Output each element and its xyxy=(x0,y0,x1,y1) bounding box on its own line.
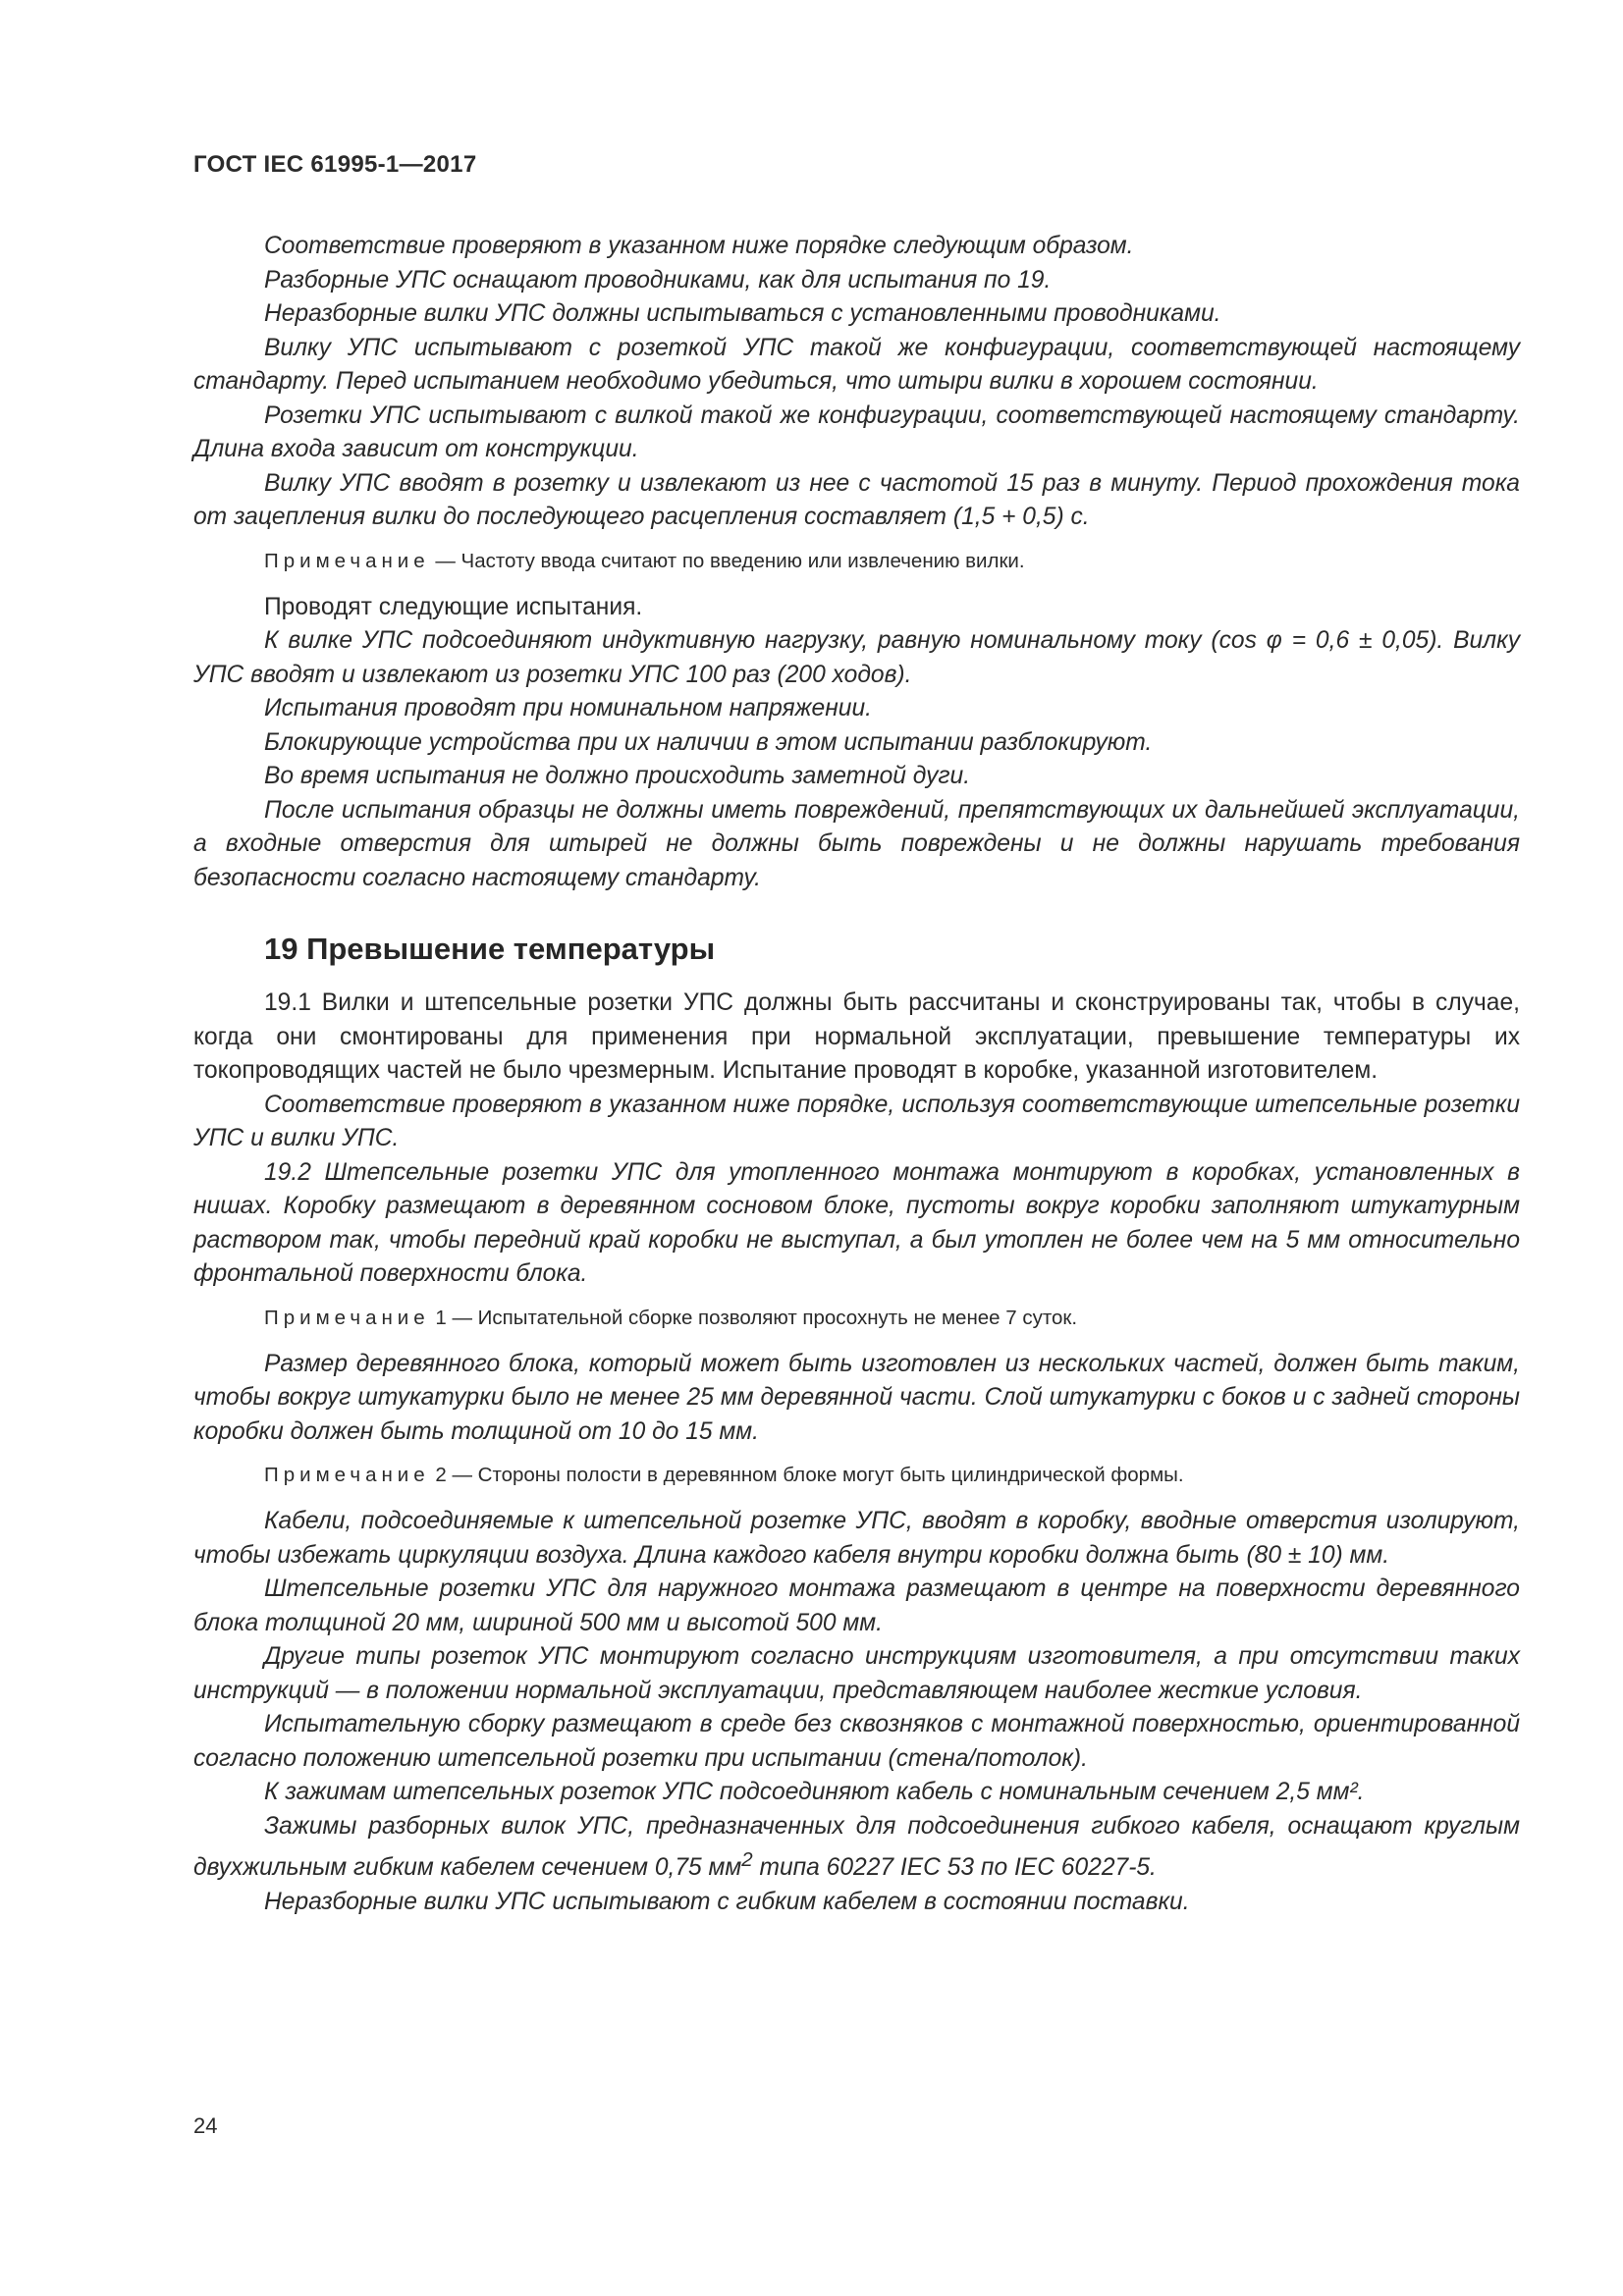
text-run: Зажимы разборных вилок УПС, предназначенных для подсоединения гибкого кабеля, оснащают круглым двухжильным гибким кабелем сечением 0,75 мм xyxy=(193,1812,1520,1882)
paragraph: Неразборные вилки УПС испытывают с гибким кабелем в состоянии поставки. xyxy=(264,1888,1190,1915)
paragraph: Вилку УПС вводят в розетку и извлекают из нее с частотой 15 раз в минуту. Период прохождения тока от зацепления вилки до последующего расцепления составляет (1,5 + 0,5) с. xyxy=(193,469,1520,530)
paragraph: Соответствие проверяют в указанном ниже порядке, используя соответствующие штепсельные розетки УПС и вилки УПС. xyxy=(193,1091,1520,1151)
note-3 xyxy=(193,1462,1520,1489)
paragraph: К вилке УПС подсоединяют индуктивную нагрузку, равную номинальному току (cos φ = 0,6 ± 0,05). Вилку УПС вводят и извлекают из розетки УПС 100 раз (200 ходов). xyxy=(193,627,1520,688)
page-number: 24 xyxy=(193,2113,218,2138)
page-content xyxy=(193,230,1520,1919)
paragraph: Проводят следующие испытания. xyxy=(264,593,643,620)
paragraph: Во время испытания не должно происходить заметной дуги. xyxy=(264,763,971,789)
paragraph: Кабели, подсоединяемые к штепсельной розетке УПС, вводят в коробку, вводные отверстия изолируют, чтобы избежать циркуляции воздуха. Длина каждого кабеля внутри коробки должна быть (80 ± 10) мм. xyxy=(193,1508,1520,1569)
paragraph: Соответствие проверяют в указанном ниже порядке следующим образом. xyxy=(264,233,1134,259)
note-2 xyxy=(193,1305,1520,1332)
paragraph: Штепсельные розетки УПС для наружного монтажа размещают в центре на поверхности деревянного блока толщиной 20 мм, шириной 500 мм и высотой 500 мм. xyxy=(193,1575,1520,1636)
document-header: ГОСТ IEC 61995-1—2017 xyxy=(193,151,477,178)
paragraph: Разборные УПС оснащают проводниками, как для испытания по 19. xyxy=(264,266,1052,294)
section-heading: 19 Превышение температуры xyxy=(264,932,716,966)
paragraph xyxy=(193,1810,1520,1886)
note-text: 2 — Стороны полости в деревянном блоке могут быть цилиндрической формы. xyxy=(429,1464,1184,1486)
paragraph: Другие типы розеток УПС монтируют согласно инструкциям изготовителя, а при отсутствии таких инструкций — в положении нормальной эксплуатации, представляющем наиболее жесткие условия. xyxy=(193,1643,1520,1704)
paragraph: Неразборные вилки УПС должны испытываться с установленными проводниками. xyxy=(264,300,1221,327)
note-label: Примечание xyxy=(264,549,430,572)
note-label: Примечание xyxy=(264,1306,430,1329)
paragraph: Испытательную сборку размещают в среде без сквозняков с монтажной поверхностью, ориентированной согласно положению штепсельной розетки при испытании (стена/потолок). xyxy=(193,1711,1520,1772)
paragraph: Розетки УПС испытывают с вилкой такой же конфигурации, соответствующей настоящему стандарту. Длина входа зависит от конструкции. xyxy=(193,401,1520,462)
paragraph: Блокирующие устройства при их наличии в этом испытании разблокируют. xyxy=(264,728,1153,756)
note-label: Примечание xyxy=(264,1464,430,1486)
text-run: типа 60227 IEC 53 по IEC 60227-5. xyxy=(752,1854,1157,1882)
note-text: 1 — Испытательной сборке позволяют просохнуть не менее 7 суток. xyxy=(429,1306,1078,1329)
paragraph: Испытания проводят при номинальном напряжении. xyxy=(264,695,872,721)
note-1 xyxy=(193,548,1520,575)
paragraph: К зажимам штепсельных розеток УПС подсоединяют кабель с номинальным сечением 2,5 мм². xyxy=(264,1779,1365,1805)
paragraph: Вилку УПС испытывают с розеткой УПС такой же конфигурации, соответствующей настоящему стандарту. Перед испытанием необходимо убедиться, что штыри вилки в хорошем состоянии. xyxy=(193,334,1520,395)
note-text: — Частоту ввода считают по введению или извлечению вилки. xyxy=(429,549,1025,572)
paragraph: После испытания образцы не должны иметь повреждений, препятствующих их дальнейшей эксплуатации, а входные отверстия для штырей не должны быть повреждены и не должны нарушать требования безопасности согласно настоящему стандарту. xyxy=(193,796,1520,891)
superscript: 2 xyxy=(741,1848,753,1871)
paragraph: Размер деревянного блока, который может быть изготовлен из нескольких частей, должен быть таким, чтобы вокруг штукатурки было не менее 25 мм деревянной части. Слой штукатурки с боков и с задней стороны коробки должен быть толщиной от 10 до 15 мм. xyxy=(193,1350,1520,1445)
paragraph-19-2: 19.2 Штепсельные розетки УПС для утопленного монтажа монтируют в коробках, установленных в нишах. Коробку размещают в деревянном сосновом блоке, пустоты вокруг коробки заполняют штукатурным раствором так, чтобы передний край коробки не выступал, а был утоплен не более чем на 5 мм относительно фронтальной поверхности блока. xyxy=(193,1158,1520,1287)
paragraph-19-1: 19.1 Вилки и штепсельные розетки УПС должны быть рассчитаны и сконструированы так, чтобы в случае, когда они смонтированы для применения при нормальной эксплуатации, превышение температуры их токопроводящих частей не было чрезмерным. Испытание проводят в коробке, указанной изготовителем. xyxy=(193,989,1520,1084)
